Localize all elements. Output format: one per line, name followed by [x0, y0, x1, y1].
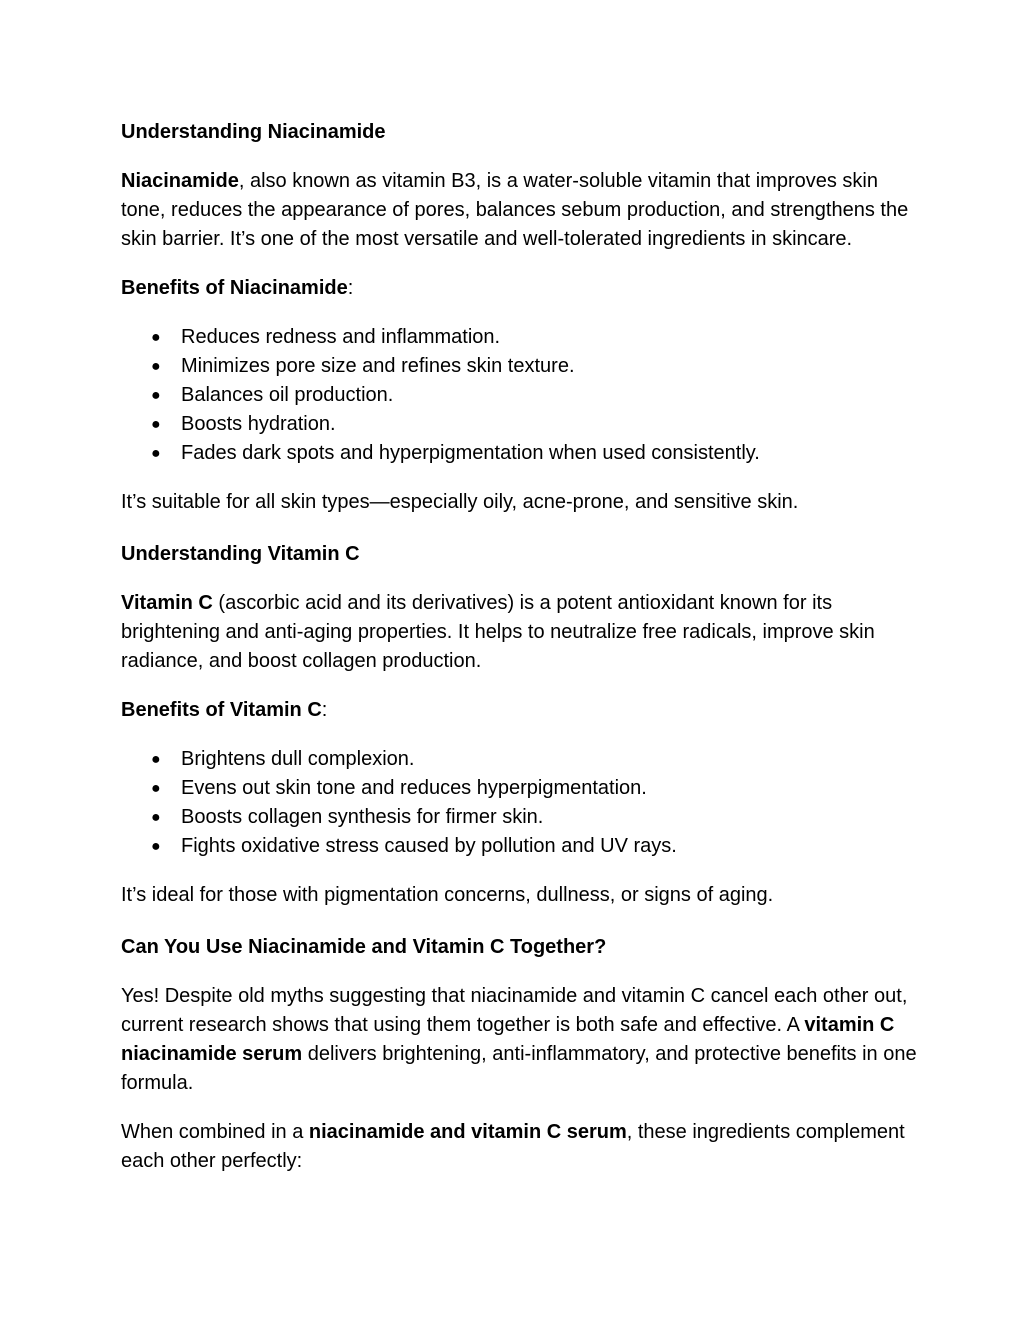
list-item: [121, 774, 921, 803]
text-together-1a: Yes! Despite old myths suggesting that niacinamide and vitamin C cancel each other out, current research shows that using them together is both safe and effective. A: [121, 985, 908, 1036]
heading-understanding-vitamin-c: Understanding Vitamin C: [121, 543, 360, 565]
list-item-text: Fights oxidative stress caused by pollution and UV rays.: [181, 835, 677, 857]
paragraph-vitamin-c-intro: [121, 589, 921, 676]
list-item-text: Minimizes pore size and refines skin texture.: [181, 355, 575, 377]
bold-vitamin-c-niacinamide-serum: vitamin C niacinamide serum: [121, 1014, 895, 1065]
heading-understanding-niacinamide: Understanding Niacinamide: [121, 121, 386, 143]
list-item: [121, 803, 921, 832]
list-item: [121, 352, 921, 381]
list-item-text: Brightens dull complexion.: [181, 748, 415, 770]
bold-benefits-vitamin-c: Benefits of Vitamin C: [121, 699, 322, 721]
list-item: [121, 439, 921, 468]
heading-use-together: Can You Use Niacinamide and Vitamin C Together?: [121, 936, 607, 958]
colon: :: [321, 699, 328, 721]
paragraph-vitamin-c-ideal: It’s ideal for those with pigmentation concerns, dullness, or signs of aging.: [121, 884, 774, 906]
bullet-icon: ●: [151, 329, 161, 346]
text-together-2b: , these ingredients complement each other perfectly:: [121, 1121, 905, 1172]
list-item: [121, 381, 921, 410]
list-item: [121, 410, 921, 439]
list-niacinamide-benefits: [121, 323, 921, 468]
subheading-benefits-vitamin-c: [121, 696, 921, 725]
paragraph-niacinamide-intro: [121, 167, 921, 254]
list-item-text: Boosts collagen synthesis for firmer skin.: [181, 806, 544, 828]
colon: :: [347, 277, 354, 299]
text-vitamin-c-intro: (ascorbic acid and its derivatives) is a potent antioxidant known for its brightening and anti-aging properties. It helps to neutralize free radicals, improve skin radiance, and boost collagen production.: [121, 592, 875, 672]
bold-benefits-niacinamide: Benefits of Niacinamide: [121, 277, 348, 299]
text-together-2a: When combined in a: [121, 1121, 309, 1143]
list-item: [121, 745, 921, 774]
bullet-icon: ●: [151, 780, 161, 797]
paragraph-together-1: [121, 982, 921, 1098]
bold-vitamin-c: Vitamin C: [121, 592, 213, 614]
bullet-icon: ●: [151, 358, 161, 375]
bullet-icon: ●: [151, 809, 161, 826]
bullet-icon: ●: [151, 416, 161, 433]
paragraph-niacinamide-suitable: It’s suitable for all skin types—especially oily, acne-prone, and sensitive skin.: [121, 491, 799, 513]
bullet-icon: ●: [151, 445, 161, 462]
list-item: [121, 323, 921, 352]
list-item-text: Boosts hydration.: [181, 413, 336, 435]
document-page: [121, 118, 921, 1176]
bullet-icon: ●: [151, 838, 161, 855]
bullet-icon: ●: [151, 387, 161, 404]
list-vitamin-c-benefits: [121, 745, 921, 861]
list-item-text: Reduces redness and inflammation.: [181, 326, 501, 348]
paragraph-together-2: [121, 1118, 921, 1176]
list-item: [121, 832, 921, 861]
bullet-icon: ●: [151, 751, 161, 768]
text-niacinamide-intro: , also known as vitamin B3, is a water-soluble vitamin that improves skin tone, reduces the appearance of pores, balances sebum production, and strengthens the skin barrier. It’s one of the most versatile and well-tolerated ingredients in skincare.: [121, 170, 909, 250]
bold-niacinamide-vitamin-c-serum: niacinamide and vitamin C serum: [308, 1121, 627, 1143]
bold-niacinamide: Niacinamide: [121, 170, 239, 192]
subheading-benefits-niacinamide: [121, 274, 921, 303]
list-item-text: Fades dark spots and hyperpigmentation when used consistently.: [181, 442, 760, 464]
list-item-text: Evens out skin tone and reduces hyperpigmentation.: [181, 777, 647, 799]
list-item-text: Balances oil production.: [181, 384, 394, 406]
text-together-1b: delivers brightening, anti-inflammatory, and protective benefits in one formula.: [121, 1043, 917, 1094]
